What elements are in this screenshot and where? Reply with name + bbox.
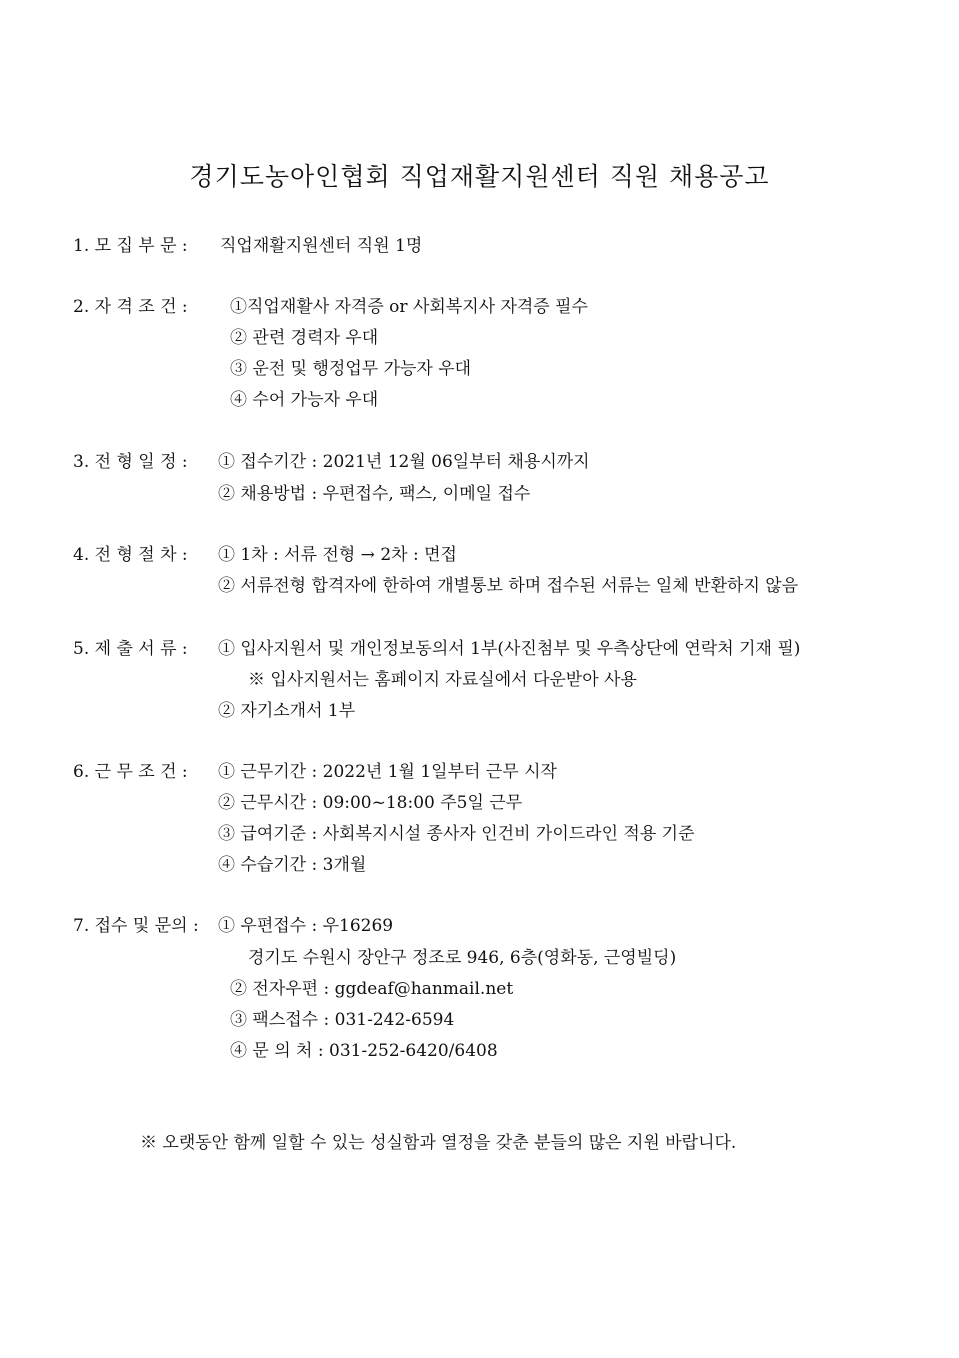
section-6-line: ④ 수습기간 : 3개월 bbox=[218, 855, 367, 875]
section-7-line: ④ 문 의 처 : 031-252-6420/6408 bbox=[230, 1041, 498, 1061]
section-7-line: ③ 팩스접수 : 031-242-6594 bbox=[230, 1010, 455, 1030]
section-6-line: ② 근무시간 : 09:00~18:00 주5일 근무 bbox=[218, 793, 523, 813]
section-3-line: ② 채용방법 : 우편접수, 팩스, 이메일 접수 bbox=[218, 484, 531, 504]
section-5-line: ② 자기소개서 1부 bbox=[218, 701, 356, 721]
section-7-line: ① 우편접수 : 우16269 bbox=[218, 916, 394, 936]
closing-note: ※ 오랫동안 함께 일할 수 있는 성실함과 열정을 갖춘 분들의 많은 지원 바랍니다. bbox=[140, 1133, 737, 1153]
section-5-note: ※ 입사지원서는 홈페이지 자료실에서 다운받아 사용 bbox=[248, 670, 637, 690]
section-7-line: ② 전자우편 : ggdeaf@hanmail.net bbox=[230, 979, 514, 999]
section-7-address: 경기도 수원시 장안구 정조로 946, 6층(영화동, 근영빌딩) bbox=[248, 948, 677, 968]
section-2-line: ② 관련 경력자 우대 bbox=[230, 328, 379, 348]
section-3-label: 3. 전 형 일 정 : bbox=[73, 452, 188, 472]
section-3-line: ① 접수기간 : 2021년 12월 06일부터 채용시까지 bbox=[218, 452, 590, 472]
section-4-label: 4. 전 형 절 차 : bbox=[73, 545, 188, 565]
section-4-line: ② 서류전형 합격자에 한하여 개별통보 하며 접수된 서류는 일체 반환하지 않음 bbox=[218, 576, 799, 596]
document-title: 경기도농아인협회 직업재활지원센터 직원 채용공고 bbox=[189, 162, 770, 191]
section-1-label: 1. 모 집 부 문 : bbox=[73, 236, 188, 256]
section-7-label: 7. 접수 및 문의 : bbox=[73, 916, 199, 936]
section-5-label: 5. 제 출 서 류 : bbox=[73, 639, 188, 659]
section-2-label: 2. 자 격 조 건 : bbox=[73, 297, 188, 317]
section-6-label: 6. 근 무 조 건 : bbox=[73, 762, 188, 782]
section-6-line: ③ 급여기준 : 사회복지시설 종사자 인건비 가이드라인 적용 기준 bbox=[218, 824, 695, 844]
section-2-line: ④ 수어 가능자 우대 bbox=[230, 390, 379, 410]
section-2-line: ①직업재활사 자격증 or 사회복지사 자격증 필수 bbox=[230, 297, 588, 317]
section-4-line: ① 1차 : 서류 전형 → 2차 : 면접 bbox=[218, 545, 457, 565]
section-6-line: ① 근무기간 : 2022년 1월 1일부터 근무 시작 bbox=[218, 762, 557, 782]
section-1-line: 직업재활지원센터 직원 1명 bbox=[220, 236, 423, 256]
section-5-line: ① 입사지원서 및 개인정보동의서 1부(사진첨부 및 우측상단에 연락처 기재 필) bbox=[218, 639, 801, 659]
section-2-line: ③ 운전 및 행정업무 가능자 우대 bbox=[230, 359, 472, 379]
